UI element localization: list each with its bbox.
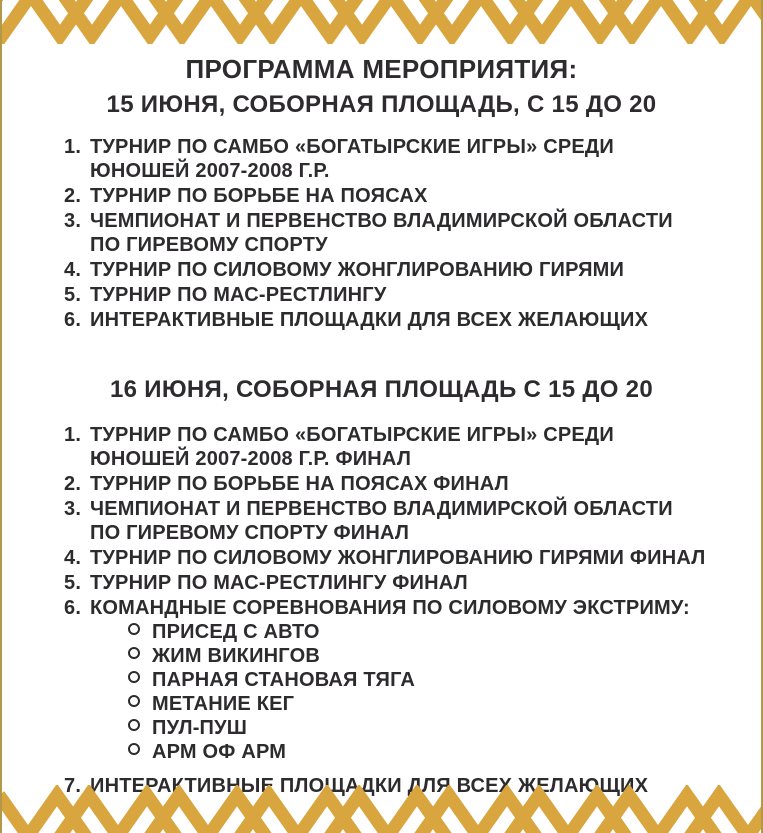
circle-bullet-icon	[128, 743, 140, 755]
sub-item-text: ЖИМ ВИКИНГОВ	[152, 645, 320, 667]
item-text: ТУРНИР ПО СИЛОВОМУ ЖОНГЛИРОВАНИЮ ГИРЯМИ ФИНАЛ	[90, 547, 706, 569]
event-list-june-16	[2, 423, 761, 798]
list-item	[64, 209, 721, 257]
item-number: 4.	[64, 259, 82, 281]
item-text	[90, 596, 708, 764]
item-text: ЧЕМПИОНАТ И ПЕРВЕНСТВО ВЛАДИМИРСКОЙ ОБЛАСТИ ПО ГИРЕВОМУ СПОРТУ ФИНАЛ	[90, 498, 673, 544]
item-number: 6.	[64, 597, 82, 619]
section-heading-june-16: 16 ИЮНЯ, СОБОРНАЯ ПЛОЩАДЬ С 15 ДО 20	[110, 376, 653, 403]
sub-list-item	[128, 668, 708, 692]
item-number: 5.	[64, 572, 82, 594]
item-number: 6.	[64, 309, 82, 331]
list-item	[64, 184, 721, 208]
sub-list-item	[128, 740, 708, 764]
item-text: ТУРНИР ПО МАС-РЕСТЛИНГУ	[90, 284, 387, 306]
item-text: ТУРНИР ПО МАС-РЕСТЛИНГУ ФИНАЛ	[90, 572, 468, 594]
item-text: ИНТЕРАКТИВНЫЕ ПЛОЩАДКИ ДЛЯ ВСЕХ ЖЕЛАЮЩИХ	[90, 309, 649, 331]
item-number: 1.	[64, 136, 82, 158]
list-item	[64, 283, 721, 307]
sub-list-item	[128, 692, 708, 716]
item-number: 3.	[64, 498, 82, 520]
item-text: ЧЕМПИОНАТ И ПЕРВЕНСТВО ВЛАДИМИРСКОЙ ОБЛАСТИ ПО ГИРЕВОМУ СПОРТУ	[90, 210, 673, 256]
item-number: 7.	[64, 775, 82, 797]
item-number: 1.	[64, 424, 82, 446]
item-text: ТУРНИР ПО САМБО «БОГАТЫРСКИЕ ИГРЫ» СРЕДИ ЮНОШЕЙ 2007-2008 Г.Р.	[90, 136, 614, 182]
top-zigzag-ornament-icon	[0, 0, 763, 44]
circle-bullet-icon	[128, 647, 140, 659]
circle-bullet-icon	[128, 695, 140, 707]
list-item	[64, 472, 721, 496]
strength-extreme-sub-list	[90, 620, 708, 764]
circle-bullet-icon	[128, 671, 140, 683]
sub-item-text: ПРИСЕД С АВТО	[152, 621, 320, 643]
sub-item-text: АРМ ОФ АРМ	[152, 741, 287, 763]
item-text: ТУРНИР ПО СИЛОВОМУ ЖОНГЛИРОВАНИЮ ГИРЯМИ	[90, 259, 625, 281]
bottom-zigzag-ornament-icon	[0, 785, 763, 833]
program-content	[2, 44, 761, 799]
list-item	[64, 423, 721, 471]
item-text: ИНТЕРАКТИВНЫЕ ПЛОЩАДКИ ДЛЯ ВСЕХ ЖЕЛАЮЩИХ	[90, 775, 649, 797]
item-text-label: КОМАНДНЫЕ СОРЕВНОВАНИЯ ПО СИЛОВОМУ ЭКСТРИМУ:	[90, 597, 690, 619]
item-text: ТУРНИР ПО САМБО «БОГАТЫРСКИЕ ИГРЫ» СРЕДИ ЮНОШЕЙ 2007-2008 Г.Р. ФИНАЛ	[90, 424, 614, 470]
item-text: ТУРНИР ПО БОРЬБЕ НА ПОЯСАХ	[90, 185, 428, 207]
list-item	[64, 308, 721, 332]
sub-list-item	[128, 644, 708, 668]
list-item	[64, 596, 721, 764]
event-list-june-15	[2, 135, 761, 332]
sub-list-item	[128, 620, 708, 644]
list-item	[64, 258, 721, 282]
sub-list-item	[128, 716, 708, 740]
item-number: 4.	[64, 547, 82, 569]
item-number: 3.	[64, 210, 82, 232]
item-number: 2.	[64, 185, 82, 207]
item-number: 5.	[64, 284, 82, 306]
list-item	[64, 497, 721, 545]
item-number: 2.	[64, 473, 82, 495]
list-item	[64, 546, 721, 570]
item-text: ТУРНИР ПО БОРЬБЕ НА ПОЯСАХ ФИНАЛ	[90, 473, 509, 495]
sub-item-text: МЕТАНИЕ КЕГ	[152, 693, 295, 715]
section-heading-june-15: 15 ИЮНЯ, СОБОРНАЯ ПЛОЩАДЬ, С 15 ДО 20	[106, 91, 657, 118]
list-item	[64, 135, 721, 183]
sub-item-text: ПАРНАЯ СТАНОВАЯ ТЯГА	[152, 669, 415, 691]
circle-bullet-icon	[128, 719, 140, 731]
sub-item-text: ПУЛ-ПУШ	[152, 717, 248, 739]
page-title: ПРОГРАММА МЕРОПРИЯТИЯ:	[185, 54, 578, 84]
list-item	[64, 571, 721, 595]
circle-bullet-icon	[128, 623, 140, 635]
